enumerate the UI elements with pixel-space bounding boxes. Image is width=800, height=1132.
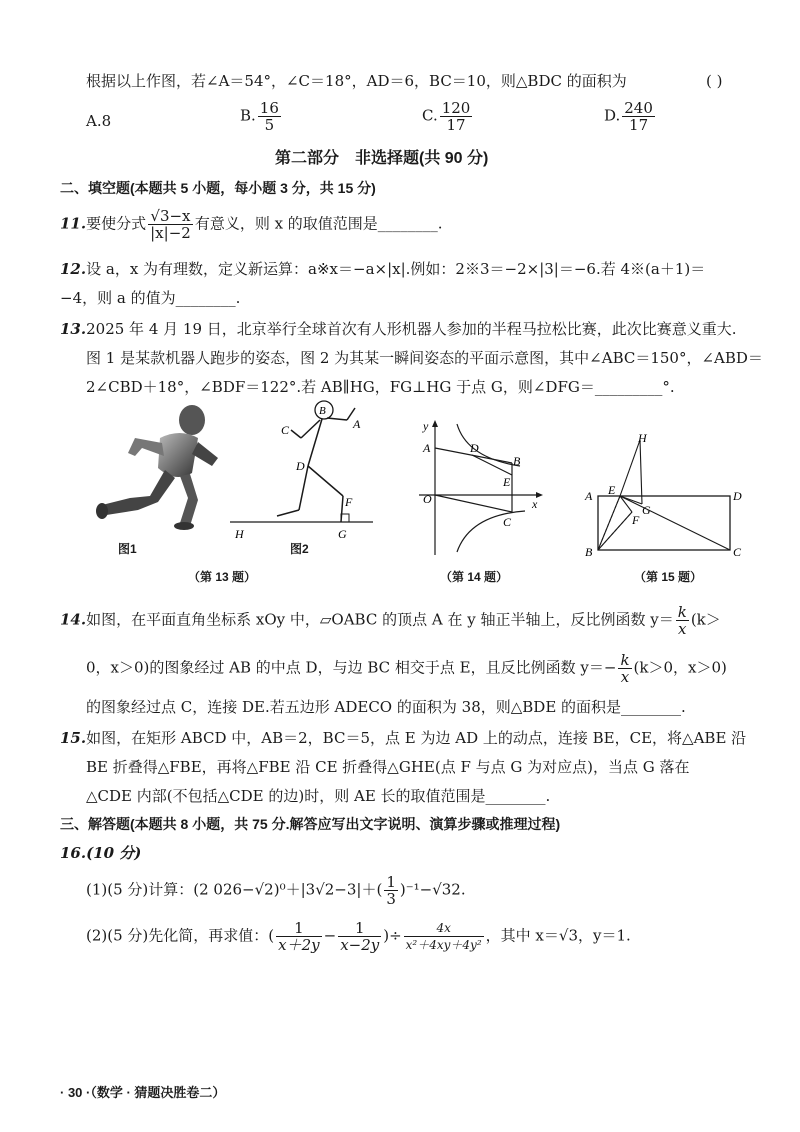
q15-line1: 15.如图，在矩形 ABCD 中，AB＝2，BC＝5，点 E 为边 AD 上的动点，连接 BE，CE，将△ABE 沿 — [60, 729, 747, 747]
svg-text:F: F — [345, 495, 353, 509]
svg-text:A: A — [585, 489, 593, 503]
q10-answer-paren: ( ) — [706, 72, 723, 90]
q10-option-b: B. $\frac{16}{5}$ — [240, 99, 279, 134]
svg-text:C: C — [733, 545, 742, 558]
q16-heading: 16.(10 分) — [60, 844, 142, 862]
svg-text:D: D — [296, 459, 305, 473]
q13-line1: 13.2025 年 4 月 19 日，北京举行全球首次有人形机器人参加的半程马拉松比赛，此次比赛意义重大. — [60, 320, 737, 338]
svg-text:H: H — [638, 432, 647, 445]
svg-text:A: A — [423, 441, 431, 455]
section2-title: 二、填空题(本题共 5 小题，每小题 3 分，共 15 分) — [60, 180, 376, 196]
svg-text:E: E — [503, 475, 511, 489]
page-footer: · 30 ·（数学 · 猜题决胜卷二） — [60, 1085, 226, 1100]
q10-stem: 根据以上作图，若∠A＝54°，∠C＝18°，AD＝6，BC＝10，则△BDC 的面积为 — [86, 72, 627, 90]
svg-text:A: A — [353, 417, 361, 431]
figure-q15-rectangle — [580, 432, 745, 558]
caption-q13: （第 13 题） — [188, 570, 257, 584]
svg-text:x: x — [532, 497, 538, 511]
figure-2-pose-diagram — [225, 398, 380, 543]
caption-q14: （第 14 题） — [440, 570, 509, 584]
svg-text:H: H — [235, 527, 244, 541]
svg-text:y: y — [423, 420, 429, 433]
figure-2-label: 图2 — [290, 542, 309, 556]
q16-part2: (2)(5 分)先化简，再求值：( $\frac{1}{x+2y}$ − $\frac{1}{x-2y}$ )÷ $\frac{4x}{\text{x²＋4xy＋4y²}}$ ，其中 x＝√3，y＝1. — [86, 919, 631, 954]
q13-line2: 图 1 是某款机器人跑步的姿态，图 2 为其某一瞬间姿态的平面示意图，其中∠ABC＝150°，∠ABD＝ — [86, 349, 763, 367]
figure-1-robot-runner — [80, 398, 230, 538]
svg-text:G: G — [642, 503, 651, 517]
q16-part1: (1)(5 分)计算：(2 026−√2)⁰＋|3√2−3|＋( $\frac{1}{3}$ )⁻¹−√32. — [86, 873, 466, 908]
q14-line1: 14.如图，在平面直角坐标系 xOy 中，▱OABC 的顶点 A 在 y 轴正半轴上，反比例函数 y＝ $\frac{k}{x}$ (k＞ — [60, 603, 721, 638]
q11: 11.要使分式 $\frac{√3-x}{|x|-2}$ 有意义，则 x 的取值范围是________. — [60, 207, 443, 242]
q15-line3: △CDE 内部(不包括△CDE 的边)时，则 AE 长的取值范围是________. — [86, 787, 551, 805]
svg-text:C: C — [281, 423, 290, 437]
q10-option-a: A.8 — [86, 112, 112, 130]
svg-text:F: F — [632, 513, 640, 527]
svg-text:B: B — [319, 405, 326, 417]
svg-text:B: B — [513, 454, 521, 468]
svg-text:C: C — [503, 515, 512, 529]
caption-q15: （第 15 题） — [634, 570, 703, 584]
section3-title: 三、解答题(本题共 8 小题，共 75 分.解答应写出文字说明、演算步骤或推理过程) — [60, 816, 561, 832]
figure-q14-coordinate-plane — [415, 420, 545, 560]
svg-text:D: D — [733, 489, 742, 503]
svg-text:B: B — [585, 545, 593, 558]
svg-text:G: G — [338, 527, 347, 541]
q15-line2: BE 折叠得△FBE，再将△FBE 沿 CE 折叠得△GHE(点 F 与点 G 为对应点)，当点 G 落在 — [86, 758, 690, 776]
q13-line3: 2∠CBD＋18°，∠BDF＝122°.若 AB∥HG，FG⊥HG 于点 G，则∠DFG＝_________°. — [86, 378, 675, 396]
q12-line2: −4，则 a 的值为________. — [60, 289, 241, 307]
q10-option-c: C. $\frac{120}{17}$ — [422, 99, 471, 134]
figure-1-label: 图1 — [118, 542, 137, 556]
q12-line1: 12.设 a，x 为有理数，定义新运算：a※x＝−a×|x|.例如：2※3＝−2×|3|＝−6.若 4※(a＋1)＝ — [60, 260, 706, 278]
q14-line3: 的图象经过点 C，连接 DE.若五边形 ADECO 的面积为 38，则△BDE 的面积是________. — [86, 698, 686, 716]
svg-text:O: O — [423, 492, 432, 506]
q14-line2: 0，x＞0)的图象经过 AB 的中点 D，与边 BC 相交于点 E，且反比例函数 y＝− $\frac{k}{x}$ (k＞0，x＞0) — [86, 651, 727, 686]
svg-text:D: D — [470, 441, 479, 455]
svg-text:E: E — [608, 483, 616, 497]
q10-option-d: D. $\frac{240}{17}$ — [604, 99, 653, 134]
part2-title: 第二部分 非选择题(共 90 分) — [275, 150, 489, 167]
